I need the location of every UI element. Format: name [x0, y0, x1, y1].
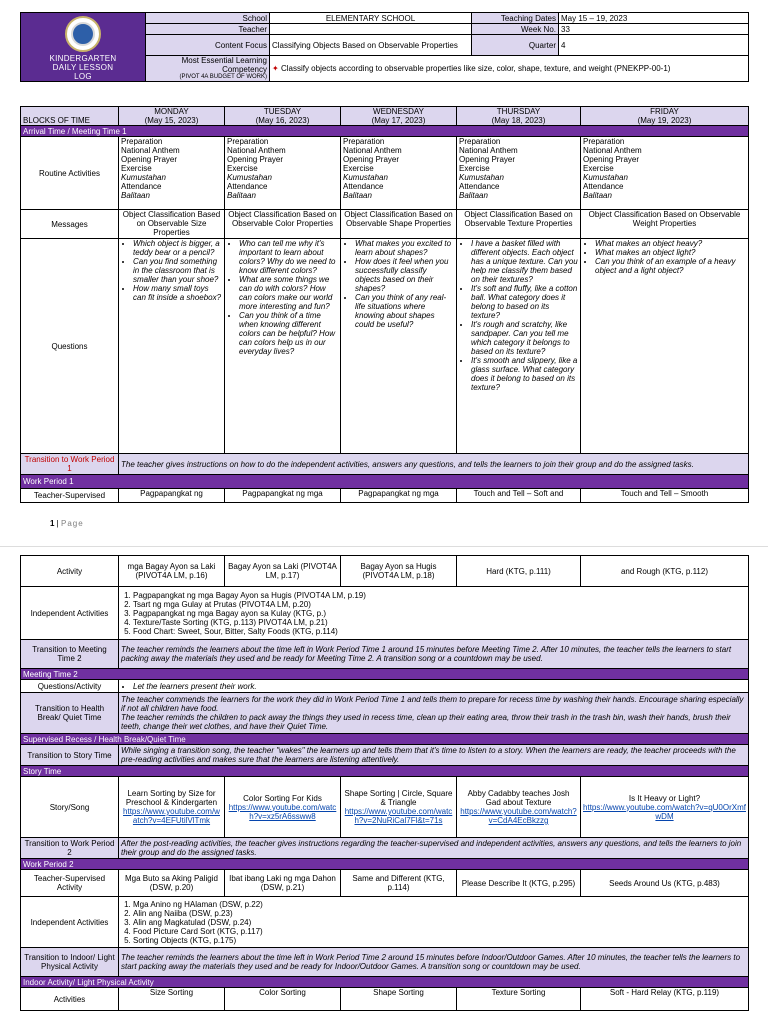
routine-item: Balitaan	[121, 191, 150, 200]
ts-top-fri: Touch and Tell – Smooth	[581, 489, 749, 503]
story-link-thu[interactable]: https://www.youtube.com/watch?v=CdA4EcBkzzg	[460, 807, 577, 825]
thursday-header	[457, 107, 581, 126]
quarter-label: Quarter	[472, 35, 559, 56]
melc-value: Classify objects according to observable properties like size, color, shape, texture, and weight (PNEKPP-00-1)	[280, 64, 671, 73]
messages-label: Messages	[21, 210, 119, 239]
indoor-fri: Soft - Hard Relay (KTG, p.119)	[581, 988, 749, 1011]
thursday-label: THURSDAY	[496, 107, 541, 116]
transition-health-label: Transition to Health Break/ Quiet Time	[21, 693, 119, 734]
story-link-wed[interactable]: https://www.youtube.com/watch?v=2NuRiCal7Fl&t=71s	[344, 807, 453, 825]
routine-mon	[119, 137, 225, 210]
teaching-dates-value: May 15 – 19, 2023	[559, 13, 749, 24]
transition-work2-label: Transition to Work Period 2	[21, 838, 119, 859]
routine-item: Attendance	[459, 182, 500, 191]
list-item: • How many small toys can fit inside a shoebox?	[133, 284, 222, 302]
list-item: • Can you think of a time when knowing different colors can be helpful? How can colors help us in our everyday lives?	[239, 311, 338, 356]
section-indoor: Indoor Activity/ Light Physical Activity	[21, 977, 749, 988]
indoor-mon: Size Sorting	[119, 988, 225, 1011]
section-work-period-1: Work Period 1	[21, 475, 749, 489]
story-song-label: Story/Song	[21, 777, 119, 838]
questions-activity-label: Questions/Activity	[21, 680, 119, 693]
list-item: • How does it feel when you successfully classify objects based on their shapes?	[355, 257, 454, 293]
routine-thu	[457, 137, 581, 210]
routine-tue	[225, 137, 341, 210]
routine-item: Attendance	[121, 182, 162, 191]
list-item: 2. Tsart ng mga Gulay at Prutas (PIVOT4A LM, p.20)	[133, 600, 746, 609]
routine-item: Opening Prayer	[121, 155, 178, 164]
list-item: 1. Mga Anino ng HAlaman (DSW, p.22)	[133, 900, 746, 909]
routine-item: Opening Prayer	[227, 155, 284, 164]
section-recess: Supervised Recess / Health Break/Quiet Time	[21, 734, 749, 745]
transition-work2-text: After the post-reading activities, the teacher gives instructions regarding the teacher-supervised and independent activities, answers any questions, and tells the learners to join their group and do the assigned tasks.	[119, 838, 749, 859]
ts2-fri: Seeds Around Us (KTG, p.483)	[581, 870, 749, 897]
lesson-table-page-1	[20, 106, 749, 503]
story-wed	[341, 777, 457, 838]
section-story-time: Story Time	[21, 766, 749, 777]
routine-item: Attendance	[583, 182, 624, 191]
routine-label: Routine Activities	[21, 137, 119, 210]
list-item: 5. Food Chart: Sweet, Sour, Bitter, Salty Foods (KTG, p.114)	[133, 627, 746, 636]
transition-story-label: Transition to Story Time	[21, 745, 119, 766]
section-arrival: Arrival Time / Meeting Time 1	[21, 126, 749, 137]
list-item: 1. Pagpapangkat ng mga Bagay Ayon sa Hugis (PIVOT4A LM, p.19)	[133, 591, 746, 600]
routine-item: Balitaan	[343, 191, 372, 200]
list-item: • I have a basket filled with different objects. Each object has a unique texture. Can you help me classify them based on their textures?	[471, 239, 578, 284]
story-tue	[225, 777, 341, 838]
routine-item: Exercise	[343, 164, 374, 173]
teaching-dates-label: Teaching Dates	[472, 13, 559, 24]
routine-item: Exercise	[583, 164, 614, 173]
list-item: • It's rough and scratchy, like sandpaper. Can you tell me which category it belongs to based on its texture?	[471, 320, 578, 356]
routine-item: Preparation	[459, 137, 501, 146]
wednesday-header	[341, 107, 457, 126]
transition-work1-text: The teacher gives instructions on how to do the independent activities, answers any questions, and tells the learners to join their group and do the assigned tasks.	[119, 454, 749, 475]
message-tue: Object Classification Based on Observable Color Properties	[225, 210, 341, 239]
independent-list-1	[119, 587, 749, 640]
story-link-mon[interactable]: https://www.youtube.com/watch?v=4EFUtilVlTmk	[123, 807, 220, 825]
monday-label: MONDAY	[154, 107, 189, 116]
routine-item: National Anthem	[227, 146, 286, 155]
deped-seal-icon	[65, 16, 101, 52]
story-link-tue[interactable]: https://www.youtube.com/watch?v=xz5rA6ssww8	[228, 802, 337, 821]
list-item: • What are some things we can do with colors? How can colors make our world more interesting and fun?	[239, 275, 338, 311]
independent-label-2: Independent Activities	[21, 897, 119, 948]
story-title-fri: Is It Heavy or Light?	[628, 793, 701, 803]
ts-bottom-thu: Hard (KTG, p.111)	[457, 556, 581, 587]
list-item: 5. Sorting Objects (KTG, p.175)	[133, 936, 746, 945]
ts2-mon: Mga Buto sa Aking Paligid (DSW, p.20)	[119, 870, 225, 897]
transition-meeting2-label: Transition to Meeting Time 2	[21, 640, 119, 669]
story-fri	[581, 777, 749, 838]
ts2-thu: Please Describe It (KTG, p.295)	[457, 870, 581, 897]
routine-item: National Anthem	[459, 146, 518, 155]
teacher-value	[270, 24, 472, 35]
ts2-wed: Same and Different (KTG, p.114)	[341, 870, 457, 897]
questions-tue	[225, 239, 341, 454]
ts-bottom-fri: and Rough (KTG, p.112)	[581, 556, 749, 587]
message-mon: Object Classification Based on Observable Size Properties	[119, 210, 225, 239]
lesson-table-page-2	[20, 555, 749, 1011]
routine-item: Attendance	[343, 182, 384, 191]
routine-item: Kumustahan	[459, 173, 504, 182]
independent-label-1: Independent Activities	[21, 587, 119, 640]
blocks-of-time-header: BLOCKS OF TIME	[21, 107, 119, 126]
week-value: 33	[559, 24, 749, 35]
list-item: • Which object is bigger, a teddy bear or a pencil?	[133, 239, 222, 257]
header-table	[20, 12, 749, 82]
page-number: 1	[50, 519, 55, 528]
transition-indoor-text: The teacher reminds the learners about the time left in Work Period Time 2 around 15 minutes before Indoor/Outdoor Games. After 10 minutes, the teacher tells the learners to start packing away the materials they used and be ready for Indoor/Outdoor Games. A transition song or countdown may be used.	[119, 948, 749, 977]
routine-item: National Anthem	[121, 146, 180, 155]
story-thu	[457, 777, 581, 838]
ts-bottom-wed: Bagay Ayon sa Hugis (PIVOT4A LM, p.18)	[341, 556, 457, 587]
teacher-supervised-label: Teacher-Supervised	[21, 489, 119, 503]
week-label: Week No.	[472, 24, 559, 35]
list-item: 4. Texture/Taste Sorting (KTG, p.113) PIVOT4A LM, p.21)	[133, 618, 746, 627]
tuesday-date: (May 16, 2023)	[255, 116, 310, 125]
questions-activity-text: • Let the learners present their work.	[133, 682, 746, 691]
message-wed: Object Classification Based on Observable Shape Properties	[341, 210, 457, 239]
header-logo-cell	[21, 13, 146, 82]
story-title-thu: Abby Cadabby teaches Josh Gad about Texture	[467, 789, 570, 807]
routine-item: Balitaan	[583, 191, 612, 200]
story-mon	[119, 777, 225, 838]
routine-item: Opening Prayer	[459, 155, 516, 164]
list-item: • It's smooth and slippery, like a glass surface. What category does it belong to based on its texture?	[471, 356, 578, 392]
quarter-value: 4	[559, 35, 749, 56]
list-item: 4. Food Picture Card Sort (KTG, p.117)	[133, 927, 746, 936]
page-word: Page	[60, 519, 84, 528]
thursday-date: (May 18, 2023)	[491, 116, 546, 125]
transition-indoor-label: Transition to Indoor/ Light Physical Activity	[21, 948, 119, 977]
section-work-period-2: Work Period 2	[21, 859, 749, 870]
routine-item: Attendance	[227, 182, 268, 191]
list-item: • What makes an object heavy?	[595, 239, 746, 248]
tuesday-header	[225, 107, 341, 126]
routine-item: Kumustahan	[121, 173, 166, 182]
melc-sub-label: (PIVOT 4A BUDGET OF WORK)	[179, 74, 267, 80]
questions-mon	[119, 239, 225, 454]
list-item: • Can you find something in the classroom that is smaller than your shoe?	[133, 257, 222, 284]
transition-health-text-2: The teacher reminds the children to pack away the things they used in recess time, clean up their eating area, throw their trash in the trash bin, wash their hands, brush their teeth, change their wet clothes, and have their Quiet Time.	[121, 713, 731, 731]
ts-bottom-mon: mga Bagay Ayon sa Laki (PIVOT4A LM, p.16)	[119, 556, 225, 587]
melc-label: Most Essential Learning Competency	[181, 56, 267, 74]
wednesday-label: WEDNESDAY	[373, 107, 424, 116]
routine-item: Preparation	[121, 137, 163, 146]
tuesday-label: TUESDAY	[263, 107, 302, 116]
ts2-tue: Ibat ibang Laki ng mga Dahon (DSW, p.21)	[225, 870, 341, 897]
page-separator	[0, 546, 768, 547]
school-label: School	[146, 13, 270, 24]
monday-header	[119, 107, 225, 126]
list-item: • What makes you excited to learn about shapes?	[355, 239, 454, 257]
routine-item: Preparation	[343, 137, 385, 146]
transition-health-cell	[119, 693, 749, 734]
questions-wed	[341, 239, 457, 454]
list-item: • Who can tell me why it's important to learn about colors? Why do we need to know different colors?	[239, 239, 338, 275]
questions-thu	[457, 239, 581, 454]
content-focus-value: Classifying Objects Based on Observable Properties	[270, 35, 472, 56]
activity-label: Activity	[21, 556, 119, 587]
routine-item: Balitaan	[459, 191, 488, 200]
routine-fri	[581, 137, 749, 210]
transition-story-text: While singing a transition song, the teacher "wakes" the learners up and tells them that it's time to listen to a story. When the learners are ready, the teacher proceeds with the pre-reading activities and makes sure that the learners are listening attentively.	[119, 745, 749, 766]
melc-bullet-icon: ✦	[272, 64, 279, 73]
indoor-tue: Color Sorting	[225, 988, 341, 1011]
monday-date: (May 15, 2023)	[144, 116, 199, 125]
story-title-mon: Learn Sorting by Size for Preschool & Kindergarten	[125, 789, 218, 807]
logo-title-3: LOG	[74, 71, 92, 81]
list-item: • What makes an object light?	[595, 248, 746, 257]
routine-item: Balitaan	[227, 191, 256, 200]
story-title-tue: Color Sorting For Kids	[243, 793, 322, 803]
indoor-thu: Texture Sorting	[457, 988, 581, 1011]
content-focus-label: Content Focus	[146, 35, 270, 56]
friday-header	[581, 107, 749, 126]
indoor-wed: Shape Sorting	[341, 988, 457, 1011]
logo-title-2: DAILY LESSON	[52, 62, 114, 72]
questions-activity-cell	[119, 680, 749, 693]
routine-item: National Anthem	[583, 146, 642, 155]
routine-item: Kumustahan	[583, 173, 628, 182]
routine-item: Preparation	[227, 137, 269, 146]
routine-item: Opening Prayer	[583, 155, 640, 164]
message-thu: Object Classification Based on Observable Texture Properties	[457, 210, 581, 239]
message-fri: Object Classification Based on Observable Weight Properties	[581, 210, 749, 239]
story-link-fri[interactable]: https://www.youtube.com/watch?v=qU0OrXmfwDM	[583, 802, 746, 821]
routine-item: National Anthem	[343, 146, 402, 155]
transition-health-text-1: The teacher commends the learners for the work they did in Work Period Time 1 and tells them to prepare for recess time by washing their hands. Encourage sharing especially if not all children have food.	[121, 695, 744, 713]
page-footer: 1 | Page	[50, 519, 84, 528]
school-value: ELEMENTARY SCHOOL	[270, 13, 472, 24]
list-item: • Can you think of an example of a heavy object and a light object?	[595, 257, 746, 275]
questions-fri	[581, 239, 749, 454]
routine-item: Exercise	[459, 164, 490, 173]
ts-top-wed: Pagpapangkat ng mga	[341, 489, 457, 503]
ts-top-thu: Touch and Tell – Soft and	[457, 489, 581, 503]
independent-list-2	[119, 897, 749, 948]
story-title-wed: Shape Sorting | Circle, Square & Triangle	[344, 789, 453, 807]
routine-item: Kumustahan	[343, 173, 388, 182]
routine-item: Opening Prayer	[343, 155, 400, 164]
friday-date: (May 19, 2023)	[637, 116, 692, 125]
transition-meeting2-text: The teacher reminds the learners about the time left in Work Period Time 1 around 15 minutes before Meeting Time 2. After 10 minutes, the teacher tells the learners to start packing away the materials they used and be ready for Meeting Time 2. A transition song or a countdown may be used.	[119, 640, 749, 669]
section-meeting-time-2: Meeting Time 2	[21, 669, 749, 680]
list-item: 3. Alin ang Magkatulad (DSW, p.24)	[133, 918, 746, 927]
routine-item: Exercise	[121, 164, 152, 173]
transition-work1-label: Transition to Work Period 1	[21, 454, 119, 475]
ts-bottom-tue: Bagay Ayon sa Laki (PIVOT4A LM, p.17)	[225, 556, 341, 587]
routine-item: Preparation	[583, 137, 625, 146]
routine-item: Exercise	[227, 164, 258, 173]
ts-top-tue: Pagpapangkat ng mga	[225, 489, 341, 503]
friday-label: FRIDAY	[650, 107, 679, 116]
activities-label: Activities	[21, 988, 119, 1011]
teacher-supervised-label-2: Teacher-Supervised Activity	[21, 870, 119, 897]
teacher-label: Teacher	[146, 24, 270, 35]
list-item: • It's soft and fluffy, like a cotton ball. What category does it belong to based on its texture?	[471, 284, 578, 320]
logo-title-1: KINDERGARTEN	[49, 53, 117, 63]
routine-item: Kumustahan	[227, 173, 272, 182]
list-item: 3. Pagpapangkat ng mga Bagay ayon sa Kulay (KTG, p.)	[133, 609, 746, 618]
ts-top-mon: Pagpapangkat ng	[119, 489, 225, 503]
list-item: 2. Alin ang Naiiba (DSW, p.23)	[133, 909, 746, 918]
melc-label-cell	[146, 56, 270, 82]
melc-value-cell	[270, 56, 749, 82]
wednesday-date: (May 17, 2023)	[371, 116, 426, 125]
routine-wed	[341, 137, 457, 210]
questions-label: Questions	[21, 239, 119, 454]
list-item: • Can you think of any real-life situations where knowing about shapes could be useful?	[355, 293, 454, 329]
